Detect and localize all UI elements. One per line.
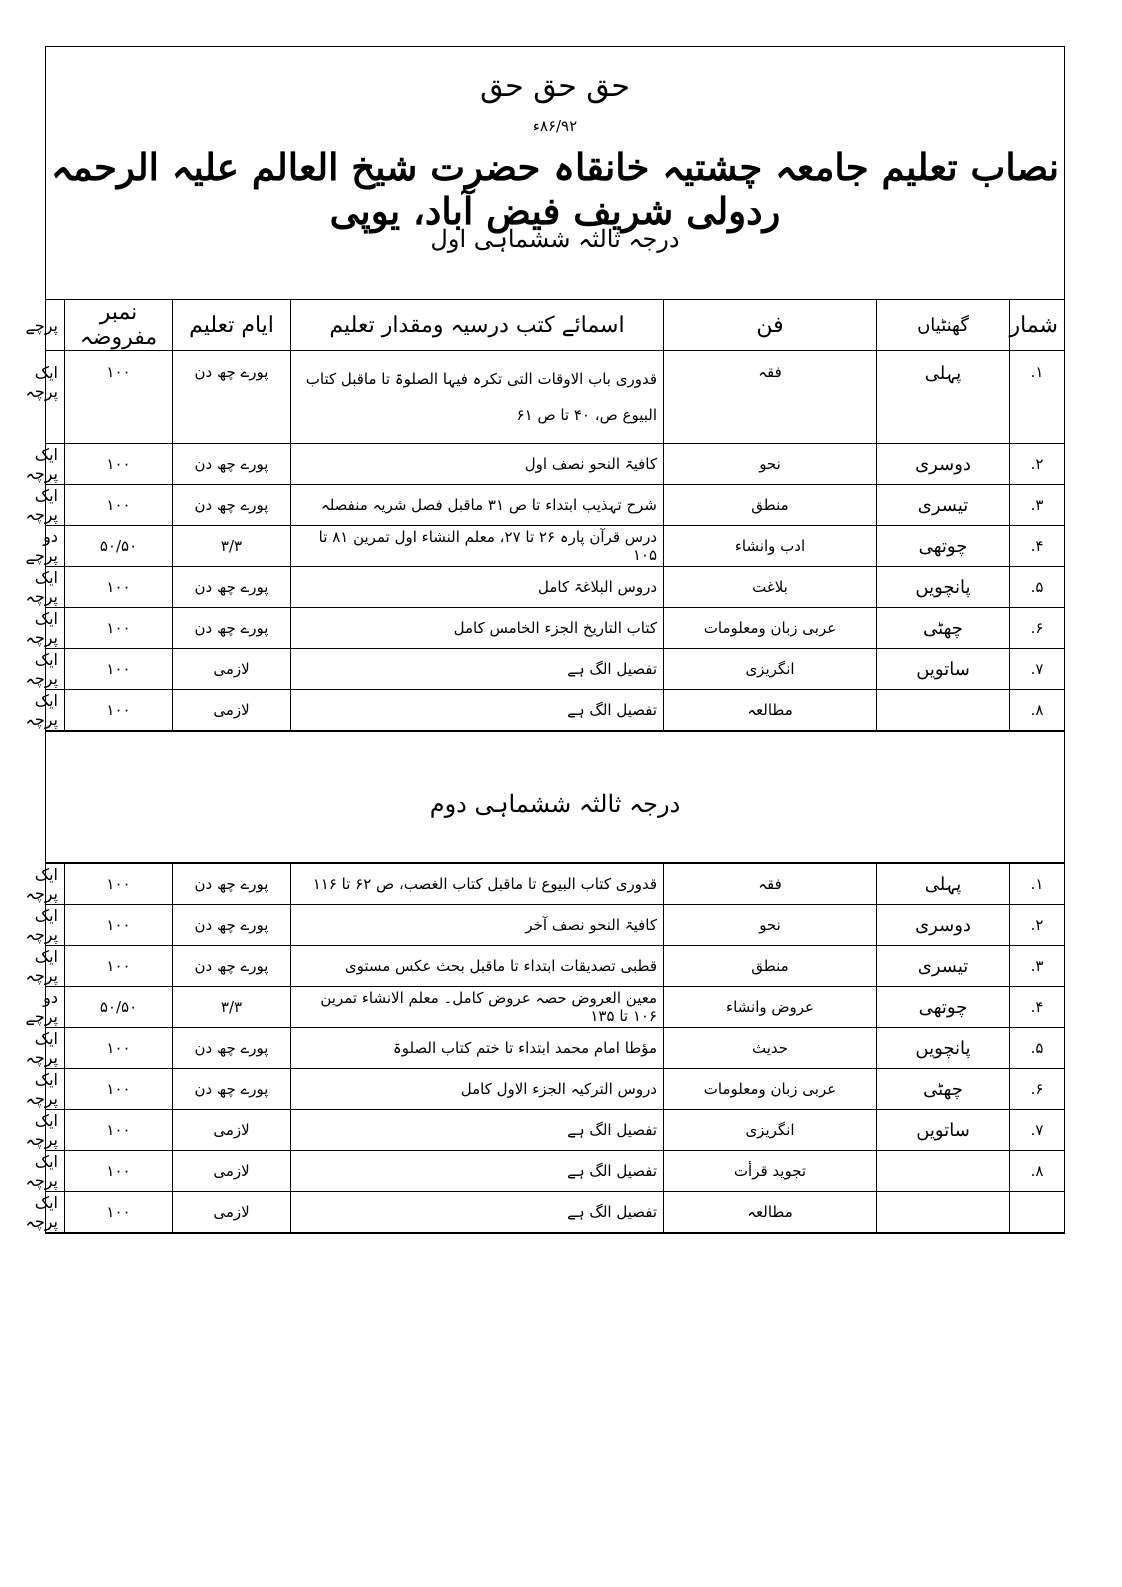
col-paper-header: پرچے xyxy=(46,300,65,351)
row-subject: نحو xyxy=(664,905,877,946)
row-papers: ایک پرچہ xyxy=(46,864,65,905)
row-books: تفصیل الگ ہے xyxy=(291,1192,664,1233)
row-hour: چھٹی xyxy=(877,1069,1010,1110)
row-num: ۴. xyxy=(1010,987,1065,1028)
table-row xyxy=(46,567,1064,608)
row-books: قطبی تصدیقات ابتداء تا ماقبل بحث عکس مستوی xyxy=(291,946,664,987)
row-num: ۲. xyxy=(1010,905,1065,946)
row-days: لازمی xyxy=(173,690,291,731)
row-num: ۲. xyxy=(1010,444,1065,485)
row-subject: منطق xyxy=(664,946,877,987)
document-header xyxy=(46,47,1064,299)
row-marks: ۱۰۰ xyxy=(65,351,173,444)
row-days: پورے چھ دن xyxy=(173,864,291,905)
table-row xyxy=(46,905,1064,946)
row-subject: انگریزی xyxy=(664,1110,877,1151)
row-num: ۳. xyxy=(1010,485,1065,526)
row-marks: ۱۰۰ xyxy=(65,905,173,946)
row-books: کافیۃ النحو نصف اول xyxy=(291,444,664,485)
col-fan-header: فن xyxy=(664,300,877,351)
row-papers: ایک پرچہ xyxy=(46,1069,65,1110)
row-days: پورے چھ دن xyxy=(173,608,291,649)
row-marks: ۱۰۰ xyxy=(65,444,173,485)
row-subject: تجوید قرأت xyxy=(664,1151,877,1192)
row-hour xyxy=(877,1151,1010,1192)
row-num: ۸. xyxy=(1010,690,1065,731)
syllabus-sheet xyxy=(25,46,1065,1234)
row-books: قدوری باب الاوقات التی تکرہ فیہا الصلوۃ تا ماقبل کتاب البیوع ص، ۴۰ تا ص ۶۱ xyxy=(291,351,664,444)
row-days: لازمی xyxy=(173,1110,291,1151)
table-row xyxy=(46,946,1064,987)
row-num: ۷. xyxy=(1010,1110,1065,1151)
row-days: پورے چھ دن xyxy=(173,351,291,444)
row-subject: فقہ xyxy=(664,351,877,444)
row-subject: بلاغت xyxy=(664,567,877,608)
row-papers: ایک پرچہ xyxy=(46,649,65,690)
row-papers: ایک پرچہ xyxy=(46,485,65,526)
row-subject: مطالعہ xyxy=(664,690,877,731)
row-marks: ۱۰۰ xyxy=(65,1069,173,1110)
serial-number: ۸۶/۹۲ء xyxy=(532,117,578,135)
col-hour-header: گھنٹیاں xyxy=(877,300,1010,351)
row-num: ۱. xyxy=(1010,864,1065,905)
row-marks: ۱۰۰ xyxy=(65,690,173,731)
row-subject: ادب وانشاء xyxy=(664,526,877,567)
row-papers: دو پرچے xyxy=(46,987,65,1028)
row-papers: ایک پرچہ xyxy=(46,351,65,444)
row-hour: دوسری xyxy=(877,905,1010,946)
row-hour: چوتھی xyxy=(877,987,1010,1028)
row-papers: ایک پرچہ xyxy=(46,946,65,987)
table-row xyxy=(46,526,1064,567)
row-hour: پہلی xyxy=(877,864,1010,905)
row-subject: عربی زبان ومعلومات xyxy=(664,608,877,649)
row-subject: نحو xyxy=(664,444,877,485)
term1-title: درجہ ثالثہ ششماہی اول xyxy=(430,225,680,253)
row-hour: تیسری xyxy=(877,485,1010,526)
row-num: ۱. xyxy=(1010,351,1065,444)
document-title: نصاب تعلیم جامعہ چشتیہ خانقاہ حضرت شیخ العالم علیہ الرحمہ ردولی شریف فیض آباد، یوپی xyxy=(50,145,1059,233)
row-marks: ۱۰۰ xyxy=(65,1028,173,1069)
table-header-row xyxy=(46,300,1064,351)
row-subject: عربی زبان ومعلومات xyxy=(664,1069,877,1110)
row-days: ۳/۳ xyxy=(173,987,291,1028)
row-marks: ۱۰۰ xyxy=(65,1192,173,1233)
row-books: معین العروض حصہ عروض کامل۔ معلم الانشاء تمرین ۱۰۶ تا ۱۳۵ xyxy=(291,987,664,1028)
row-hour xyxy=(877,1192,1010,1233)
col-num-header: شمار xyxy=(1010,300,1065,351)
row-books: شرح تہذیب ابتداء تا ص ۳۱ ماقبل فصل شریہ منفصلہ xyxy=(291,485,664,526)
row-papers: دو پرچے xyxy=(46,526,65,567)
table-row xyxy=(46,987,1064,1028)
term2-heading xyxy=(46,731,1064,863)
row-num: ۶. xyxy=(1010,1069,1065,1110)
row-days: پورے چھ دن xyxy=(173,905,291,946)
row-days: پورے چھ دن xyxy=(173,946,291,987)
row-books: دروس البلاغۃ کامل xyxy=(291,567,664,608)
row-days: پورے چھ دن xyxy=(173,567,291,608)
row-books: کافیۃ النحو نصف آخر xyxy=(291,905,664,946)
row-num: ۳. xyxy=(1010,946,1065,987)
row-days: پورے چھ دن xyxy=(173,444,291,485)
row-days: پورے چھ دن xyxy=(173,485,291,526)
row-subject: مطالعہ xyxy=(664,1192,877,1233)
row-marks: ۱۰۰ xyxy=(65,567,173,608)
row-marks: ۵۰/۵۰ xyxy=(65,526,173,567)
row-books: مؤطا امام محمد ابتداء تا ختم کتاب الصلوۃ xyxy=(291,1028,664,1069)
row-marks: ۵۰/۵۰ xyxy=(65,987,173,1028)
row-num: ۵. xyxy=(1010,567,1065,608)
row-subject: حدیث xyxy=(664,1028,877,1069)
table-row xyxy=(46,351,1064,444)
row-num xyxy=(1010,1192,1065,1233)
row-num: ۴. xyxy=(1010,526,1065,567)
row-books: درس قرآن پارہ ۲۶ تا ۲۷، معلم النشاء اول تمرین ۸۱ تا ۱۰۵ xyxy=(291,526,664,567)
row-marks: ۱۰۰ xyxy=(65,608,173,649)
row-days: پورے چھ دن xyxy=(173,1069,291,1110)
row-hour: پہلی xyxy=(877,351,1010,444)
table-row xyxy=(46,444,1064,485)
row-books: کتاب التاریخ الجزء الخامس کامل xyxy=(291,608,664,649)
row-papers: ایک پرچہ xyxy=(46,608,65,649)
row-subject: فقہ xyxy=(664,864,877,905)
row-hour: دوسری xyxy=(877,444,1010,485)
table-row xyxy=(46,690,1064,731)
table-row xyxy=(46,649,1064,690)
row-books: تفصیل الگ ہے xyxy=(291,649,664,690)
row-marks: ۱۰۰ xyxy=(65,864,173,905)
term2-table xyxy=(25,863,1064,1233)
row-papers: ایک پرچہ xyxy=(46,690,65,731)
table-row xyxy=(46,1069,1064,1110)
row-marks: ۱۰۰ xyxy=(65,649,173,690)
row-papers: ایک پرچہ xyxy=(46,1110,65,1151)
row-days: لازمی xyxy=(173,1192,291,1233)
row-papers: ایک پرچہ xyxy=(46,444,65,485)
row-books: تفصیل الگ ہے xyxy=(291,1110,664,1151)
row-books: قدوری کتاب البیوع تا ماقبل کتاب الغصب، ص ۶۲ تا ۱۱۶ xyxy=(291,864,664,905)
invocation-text: حق حق حق xyxy=(480,69,630,104)
row-num: ۷. xyxy=(1010,649,1065,690)
row-marks: ۱۰۰ xyxy=(65,1151,173,1192)
row-papers: ایک پرچہ xyxy=(46,567,65,608)
col-days-header: ایام تعلیم xyxy=(173,300,291,351)
row-subject: عروض وانشاء xyxy=(664,987,877,1028)
term1-table xyxy=(25,299,1064,731)
row-days: لازمی xyxy=(173,1151,291,1192)
row-days: پورے چھ دن xyxy=(173,1028,291,1069)
table-row xyxy=(46,864,1064,905)
row-papers: ایک پرچہ xyxy=(46,1151,65,1192)
row-papers: ایک پرچہ xyxy=(46,1028,65,1069)
table-row xyxy=(46,1151,1064,1192)
row-papers: ایک پرچہ xyxy=(46,1192,65,1233)
row-hour xyxy=(877,690,1010,731)
row-marks: ۱۰۰ xyxy=(65,946,173,987)
row-papers: ایک پرچہ xyxy=(46,905,65,946)
table-row xyxy=(46,1110,1064,1151)
row-hour: ساتویں xyxy=(877,1110,1010,1151)
row-hour: تیسری xyxy=(877,946,1010,987)
row-hour: پانچویں xyxy=(877,1028,1010,1069)
row-days: ۳/۳ xyxy=(173,526,291,567)
row-num: ۶. xyxy=(1010,608,1065,649)
col-marks-header: نمبر مفروضہ xyxy=(65,300,173,351)
row-marks: ۱۰۰ xyxy=(65,485,173,526)
row-hour: چھٹی xyxy=(877,608,1010,649)
term2-title: درجہ ثالثہ ششماہی دوم xyxy=(429,790,681,818)
row-subject: منطق xyxy=(664,485,877,526)
row-num: ۸. xyxy=(1010,1151,1065,1192)
row-books: تفصیل الگ ہے xyxy=(291,1151,664,1192)
row-hour: پانچویں xyxy=(877,567,1010,608)
row-subject: انگریزی xyxy=(664,649,877,690)
table-row xyxy=(46,1028,1064,1069)
row-hour: چوتھی xyxy=(877,526,1010,567)
table-row xyxy=(46,485,1064,526)
row-books: دروس الترکیہ الجزء الاول کامل xyxy=(291,1069,664,1110)
table-row xyxy=(46,1192,1064,1233)
table-row xyxy=(46,608,1064,649)
row-num: ۵. xyxy=(1010,1028,1065,1069)
row-hour: ساتویں xyxy=(877,649,1010,690)
row-books: تفصیل الگ ہے xyxy=(291,690,664,731)
col-books-header: اسمائے کتب درسیہ ومقدار تعلیم xyxy=(291,300,664,351)
row-marks: ۱۰۰ xyxy=(65,1110,173,1151)
row-days: لازمی xyxy=(173,649,291,690)
